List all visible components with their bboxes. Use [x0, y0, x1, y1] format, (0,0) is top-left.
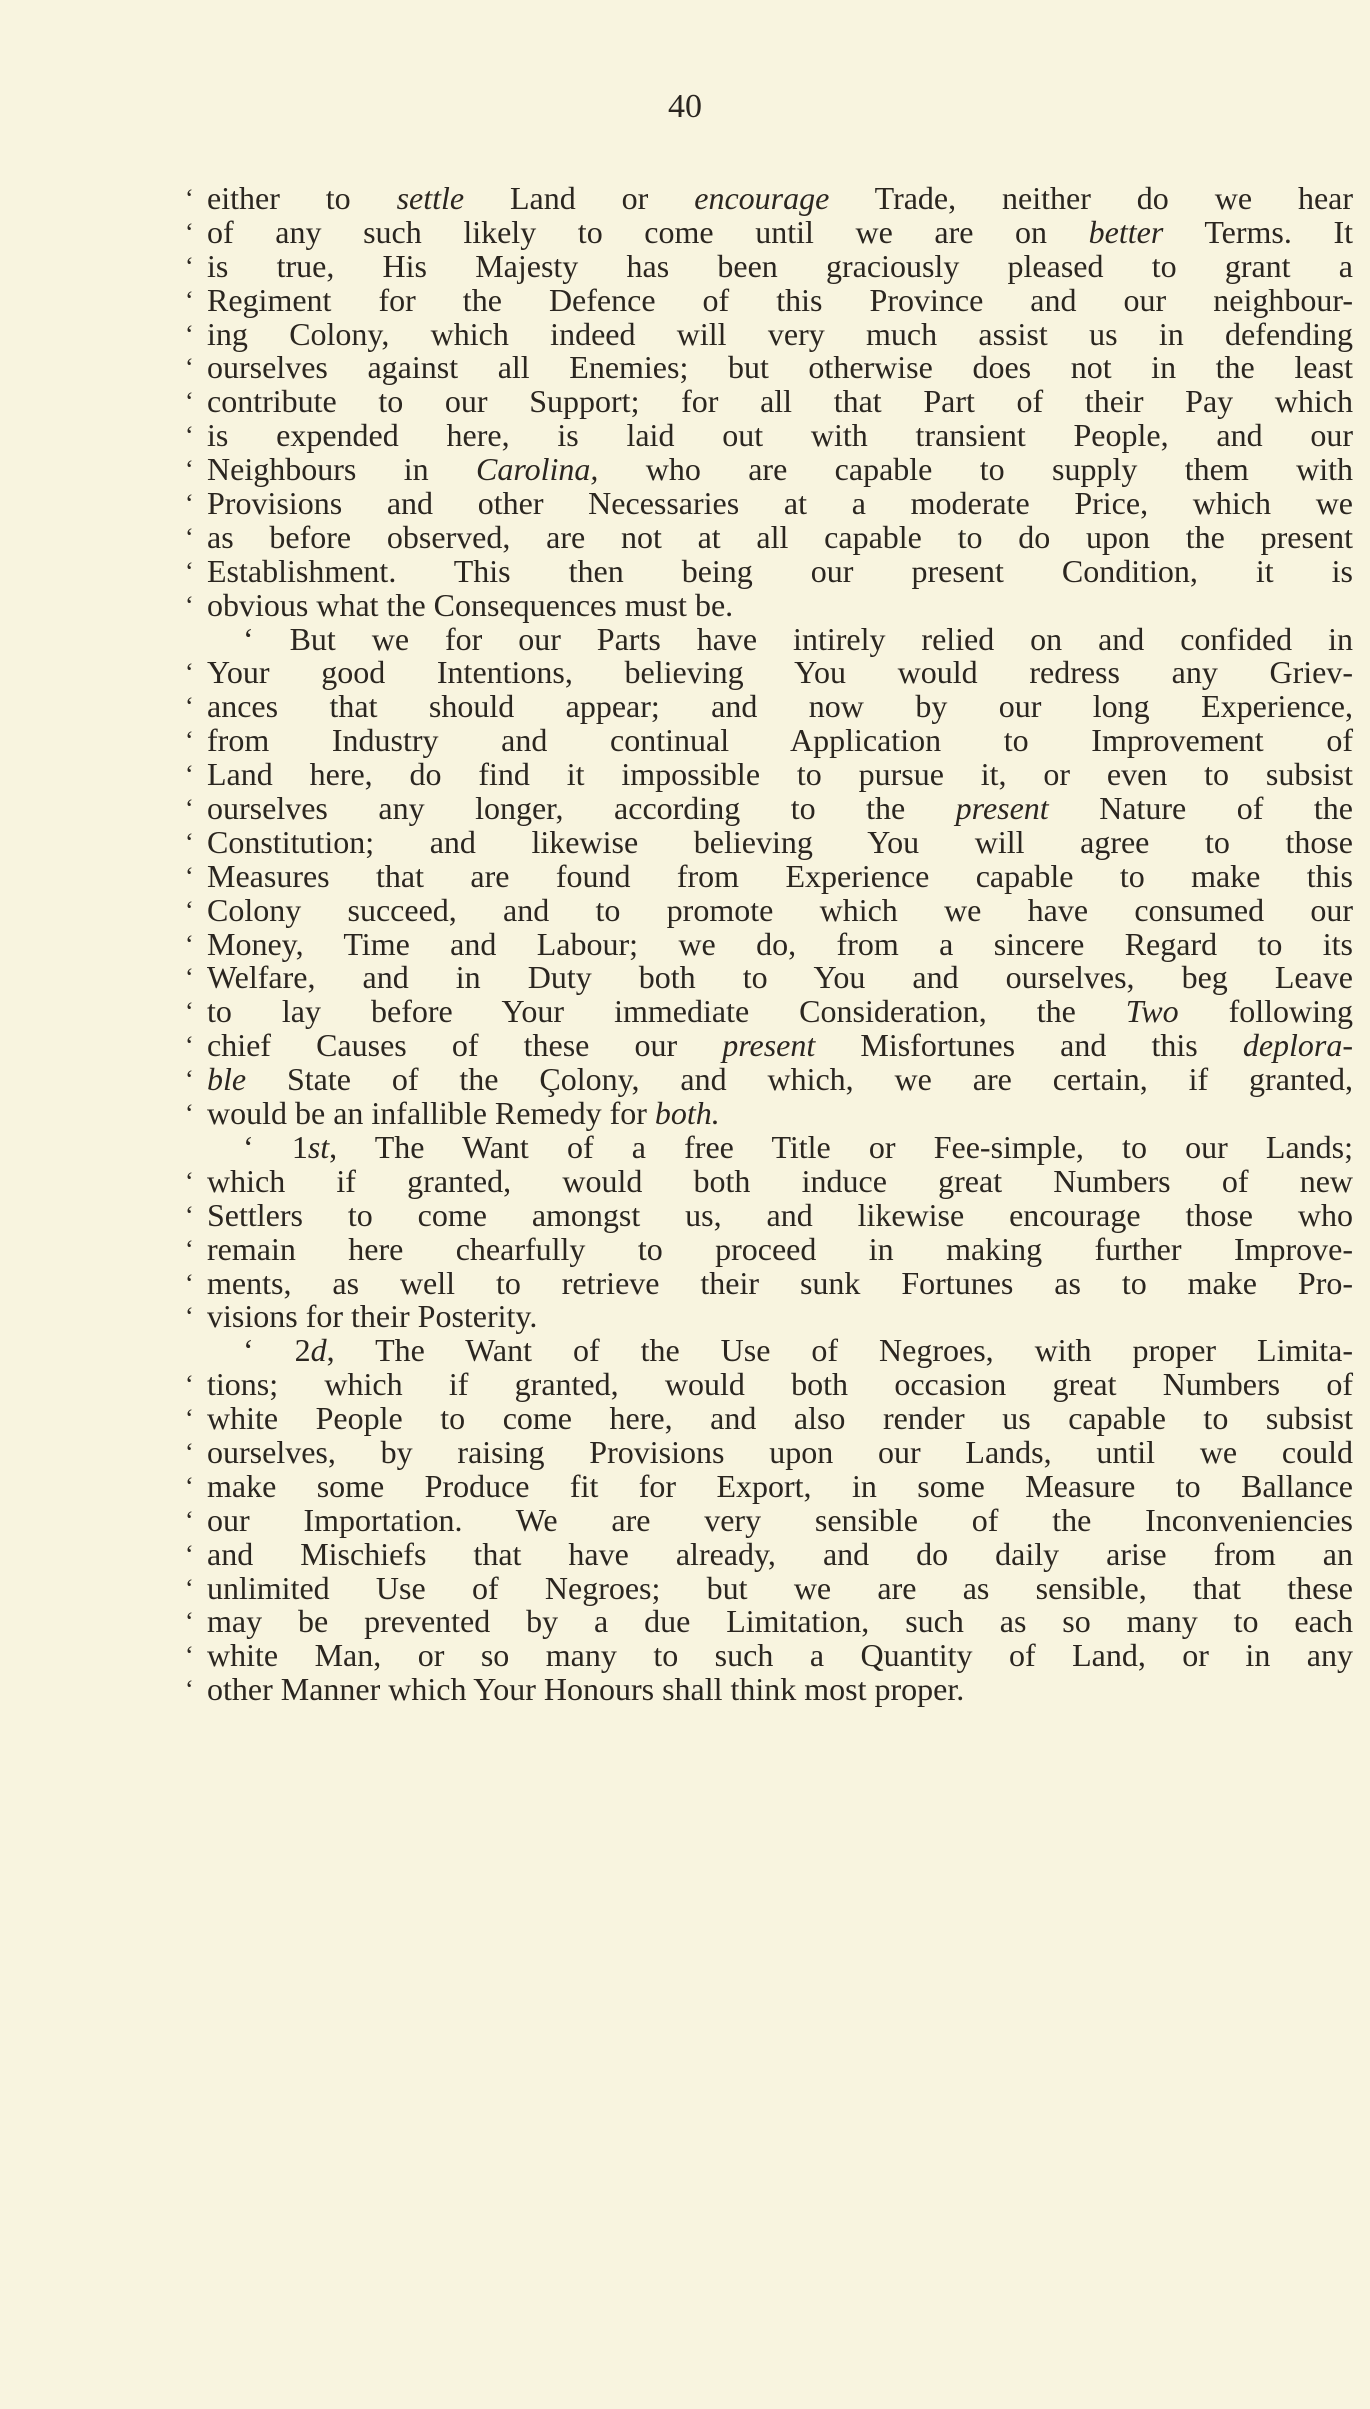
quote-mark: ‘ [185, 184, 194, 213]
text-segment: white People to come here, and also render us capable to subsist [207, 1400, 1353, 1437]
quote-mark: ‘ [185, 1573, 194, 1603]
quote-mark: ‘ [185, 1539, 194, 1569]
quote-mark: ‘ [185, 1031, 194, 1061]
text-segment: Land here, do find it impossible to pursue it, or even to subsist [207, 756, 1353, 793]
italic-text: encourage [694, 180, 830, 216]
text-segment: is expended here, is laid out with transient People, and our [207, 417, 1353, 454]
italic-text: d [310, 1332, 327, 1369]
italic-text: ble [207, 1061, 247, 1098]
text-line [185, 1467, 1353, 1504]
italic-text: st [307, 1128, 330, 1165]
text-segment: unlimited Use of Negroes; but we are as sensible, that these [207, 1569, 1353, 1606]
line-text [207, 925, 1353, 962]
quote-mark: ‘ [185, 251, 194, 281]
line-text [243, 620, 1353, 657]
line-text [207, 1467, 1353, 1504]
text-segment: ‘ But we for our Parts have intirely relied on and confided in [243, 620, 1353, 657]
text-line [185, 690, 1353, 724]
text-line [185, 385, 1353, 419]
text-line [185, 792, 1353, 826]
text-segment: chief Causes of these our [207, 1027, 723, 1064]
text-line [185, 1368, 1353, 1402]
text-segment: Trade, neither do we hear [829, 180, 1354, 216]
text-segment: ments, as well to retrieve their sunk Fortunes as to make Pro- [207, 1264, 1353, 1301]
quote-mark: ‘ [185, 421, 194, 451]
text-line [185, 1569, 1353, 1606]
line-text [207, 758, 1353, 792]
text-line [185, 1029, 1353, 1063]
line-text [207, 995, 1353, 1029]
line-text [207, 552, 1353, 589]
line-text [207, 857, 1353, 894]
text-line [185, 891, 1353, 928]
text-segment: , The Want of the Use of Negroes, with proper Limita- [326, 1332, 1354, 1369]
line-text [207, 1639, 1353, 1673]
text-segment: Terms. It [1163, 213, 1354, 250]
text-segment: make some Produce fit for Export, in some Measure to Ballance [207, 1467, 1353, 1504]
quote-mark: ‘ [185, 1065, 194, 1095]
quote-mark: ‘ [185, 997, 194, 1027]
text-line [185, 1063, 1353, 1097]
quote-mark: ‘ [185, 726, 194, 756]
text-line [185, 1501, 1353, 1538]
line-text [207, 1230, 1353, 1267]
text-line [185, 213, 1354, 250]
quote-mark: ‘ [185, 590, 194, 620]
text-segment: tions; which if granted, would both occasion great Numbers of [207, 1366, 1353, 1403]
quote-mark: ‘ [185, 455, 194, 485]
quote-mark: ‘ [185, 285, 194, 315]
text-line [185, 552, 1353, 589]
quote-mark: ‘ [185, 1234, 194, 1264]
text-segment: State of the Çolony, and which, we are certain, if granted, [246, 1061, 1353, 1098]
text-segment: Money, Time and Labour; we do, from a sincere Regard to its [207, 925, 1353, 962]
text-line [185, 995, 1353, 1029]
line-text [207, 656, 1353, 690]
text-segment: visions for their Posterity. [207, 1298, 538, 1335]
text-segment: may be prevented by a due Limitation, such as so many to each [207, 1603, 1353, 1640]
line-text [207, 487, 1353, 521]
text-segment: would be an infallible Remedy for [207, 1095, 655, 1132]
italic-text: better [1088, 213, 1164, 250]
italic-text: settle [396, 180, 465, 216]
text-line [185, 1264, 1353, 1301]
text-line [185, 925, 1353, 962]
text-segment: remain here chearfully to proceed in making further Improve- [207, 1230, 1353, 1267]
text-segment: Nature of the [1048, 790, 1353, 827]
quote-mark: ‘ [185, 963, 194, 993]
quote-mark: ‘ [185, 1641, 194, 1671]
text-segment: is true, His Majesty has been graciously pleased to grant a [207, 247, 1353, 284]
text-segment: and Mischiefs that have already, and do daily arise from an [207, 1535, 1353, 1572]
line-text [207, 385, 1353, 419]
quote-mark: ‘ [185, 1200, 194, 1230]
text-line [185, 1196, 1353, 1233]
text-segment: obvious what the Consequences must be. [207, 586, 734, 623]
quote-mark: ‘ [185, 929, 194, 959]
text-segment: Regiment for the Defence of this Province and our neighbour- [207, 281, 1353, 318]
quote-mark: ‘ [185, 692, 194, 722]
text-segment: to lay before Your immediate Consideration, the [207, 993, 1126, 1030]
quote-mark: ‘ [185, 387, 194, 417]
italic-text: both. [654, 1095, 720, 1132]
quote-mark: ‘ [185, 861, 194, 891]
line-text [207, 1162, 1353, 1199]
line-text [207, 315, 1353, 352]
text-line [185, 758, 1353, 792]
text-segment: Constitution; and likewise believing You will agree to those [207, 823, 1353, 860]
italic-text: present [955, 790, 1049, 827]
text-segment: ‘ 2 [243, 1332, 311, 1369]
quote-mark: ‘ [185, 556, 194, 586]
line-text [207, 213, 1354, 250]
text-line [185, 656, 1353, 690]
text-line [185, 1230, 1353, 1267]
text-line [185, 281, 1353, 318]
text-line [185, 1605, 1353, 1639]
text-line [185, 961, 1353, 995]
text-segment: Your good Intentions, believing You would redress any Griev- [207, 654, 1353, 691]
text-segment: our Importation. We are very sensible of the Inconveniencies [207, 1501, 1353, 1538]
quote-mark: ‘ [185, 353, 194, 383]
text-segment: Welfare, and in Duty both to You and ourselves, beg Leave [207, 959, 1353, 996]
text-segment: of any such likely to come until we are on [207, 213, 1089, 250]
text-line [185, 620, 1353, 657]
page-number: 40 [668, 88, 702, 125]
body-text [185, 182, 1353, 1707]
text-segment: either to [207, 180, 397, 216]
text-line [185, 453, 1353, 487]
line-text [207, 419, 1353, 453]
text-segment: Land or [464, 180, 695, 216]
text-segment: white Man, or so many to such a Quantity of Land, or in any [207, 1637, 1353, 1674]
text-line [185, 857, 1353, 894]
line-text [207, 1501, 1353, 1538]
text-line [185, 1097, 1353, 1131]
text-segment: , The Want of a free Title or Fee-simple, to our Lands; [329, 1128, 1354, 1165]
text-segment: ‘ 1 [243, 1128, 308, 1165]
text-segment: from Industry and continual Application to Improvement of [207, 722, 1353, 759]
line-text [243, 1128, 1354, 1165]
line-text [207, 1569, 1353, 1606]
quote-mark: ‘ [185, 1099, 194, 1129]
line-text [207, 518, 1353, 555]
line-text [207, 1673, 1353, 1707]
line-text [207, 453, 1353, 487]
text-segment: Measures that are found from Experience capable to make this [207, 857, 1353, 894]
italic-text: Carolina, [475, 451, 599, 488]
text-line [185, 1162, 1353, 1199]
text-line [185, 1535, 1353, 1572]
line-text [207, 182, 1353, 216]
quote-mark: ‘ [185, 1505, 194, 1535]
quote-mark: ‘ [185, 1370, 194, 1400]
quote-mark: ‘ [185, 827, 194, 857]
text-line [185, 247, 1353, 284]
text-line [185, 351, 1353, 385]
italic-text: deplora- [1242, 1027, 1354, 1064]
line-text [207, 1097, 1353, 1131]
text-line [185, 1334, 1353, 1368]
quote-mark: ‘ [185, 1607, 194, 1637]
text-segment: ourselves, by raising Provisions upon our Lands, until we could [207, 1433, 1353, 1470]
text-segment: Neighbours in [207, 451, 476, 488]
line-text [207, 1196, 1353, 1233]
line-text [207, 792, 1353, 826]
text-line [185, 1128, 1354, 1165]
text-segment: other Manner which Your Honours shall think most proper. [207, 1671, 965, 1708]
quote-mark: ‘ [185, 1471, 194, 1501]
line-text [207, 281, 1353, 318]
text-line [185, 518, 1353, 555]
text-segment: Establishment. This then being our present Condition, it is [207, 552, 1353, 589]
line-text [207, 586, 1353, 623]
text-segment: who are capable to supply them with [598, 451, 1354, 488]
text-line [185, 1300, 1353, 1334]
quote-mark: ‘ [185, 794, 194, 824]
quote-mark: ‘ [185, 1268, 194, 1298]
line-text [207, 1535, 1353, 1572]
text-line [185, 1673, 1353, 1707]
text-segment: following [1178, 993, 1354, 1030]
quote-mark: ‘ [185, 319, 194, 349]
line-text [207, 1605, 1353, 1639]
quote-mark: ‘ [185, 489, 194, 519]
text-line [185, 487, 1353, 521]
text-segment: ances that should appear; and now by our long Experience, [207, 688, 1353, 725]
quote-mark: ‘ [185, 522, 194, 552]
text-segment: contribute to our Support; for all that Part of their Pay which [207, 383, 1353, 420]
text-line [185, 724, 1353, 758]
line-text [207, 891, 1353, 928]
line-text [207, 351, 1353, 385]
italic-text: present [722, 1027, 816, 1064]
text-line [185, 1402, 1353, 1436]
text-line [185, 1639, 1353, 1673]
text-line [185, 1433, 1353, 1470]
line-text [207, 1402, 1353, 1436]
line-text [207, 961, 1353, 995]
line-text [243, 1334, 1353, 1368]
quote-mark: ‘ [185, 1437, 194, 1467]
text-segment: Provisions and other Necessaries at a moderate Price, which we [207, 485, 1353, 522]
line-text [207, 1300, 1353, 1334]
text-segment: Settlers to come amongst us, and likewise encourage those who [207, 1196, 1353, 1233]
quote-mark: ‘ [185, 658, 194, 688]
text-segment: ourselves any longer, according to the [207, 790, 956, 827]
line-text [207, 690, 1353, 724]
text-segment: as before observed, are not at all capable to do upon the present [207, 518, 1353, 555]
text-segment: Colony succeed, and to promote which we have consumed our [207, 891, 1353, 928]
text-segment: ing Colony, which indeed will very much assist us in defending [207, 315, 1353, 352]
line-text [207, 1264, 1353, 1301]
italic-text: Two [1125, 993, 1179, 1030]
text-line [185, 823, 1353, 860]
text-segment: Misfortunes and this [815, 1027, 1243, 1064]
line-text [207, 1433, 1353, 1470]
text-line [185, 419, 1353, 453]
line-text [207, 724, 1353, 758]
quote-mark: ‘ [185, 1675, 194, 1705]
text-line [185, 182, 1353, 216]
line-text [207, 1063, 1353, 1097]
text-segment: which if granted, would both induce great Numbers of new [207, 1162, 1353, 1199]
quote-mark: ‘ [185, 1404, 194, 1434]
line-text [207, 1368, 1353, 1402]
quote-mark: ‘ [185, 895, 194, 925]
line-text [207, 1029, 1353, 1063]
text-line [185, 586, 1353, 623]
line-text [207, 247, 1353, 284]
line-text [207, 823, 1353, 860]
quote-mark: ‘ [185, 1302, 194, 1332]
text-segment: ourselves against all Enemies; but otherwise does not in the least [207, 349, 1353, 386]
quote-mark: ‘ [185, 760, 194, 790]
text-line [185, 315, 1353, 352]
quote-mark: ‘ [185, 1166, 194, 1196]
quote-mark: ‘ [185, 217, 194, 247]
